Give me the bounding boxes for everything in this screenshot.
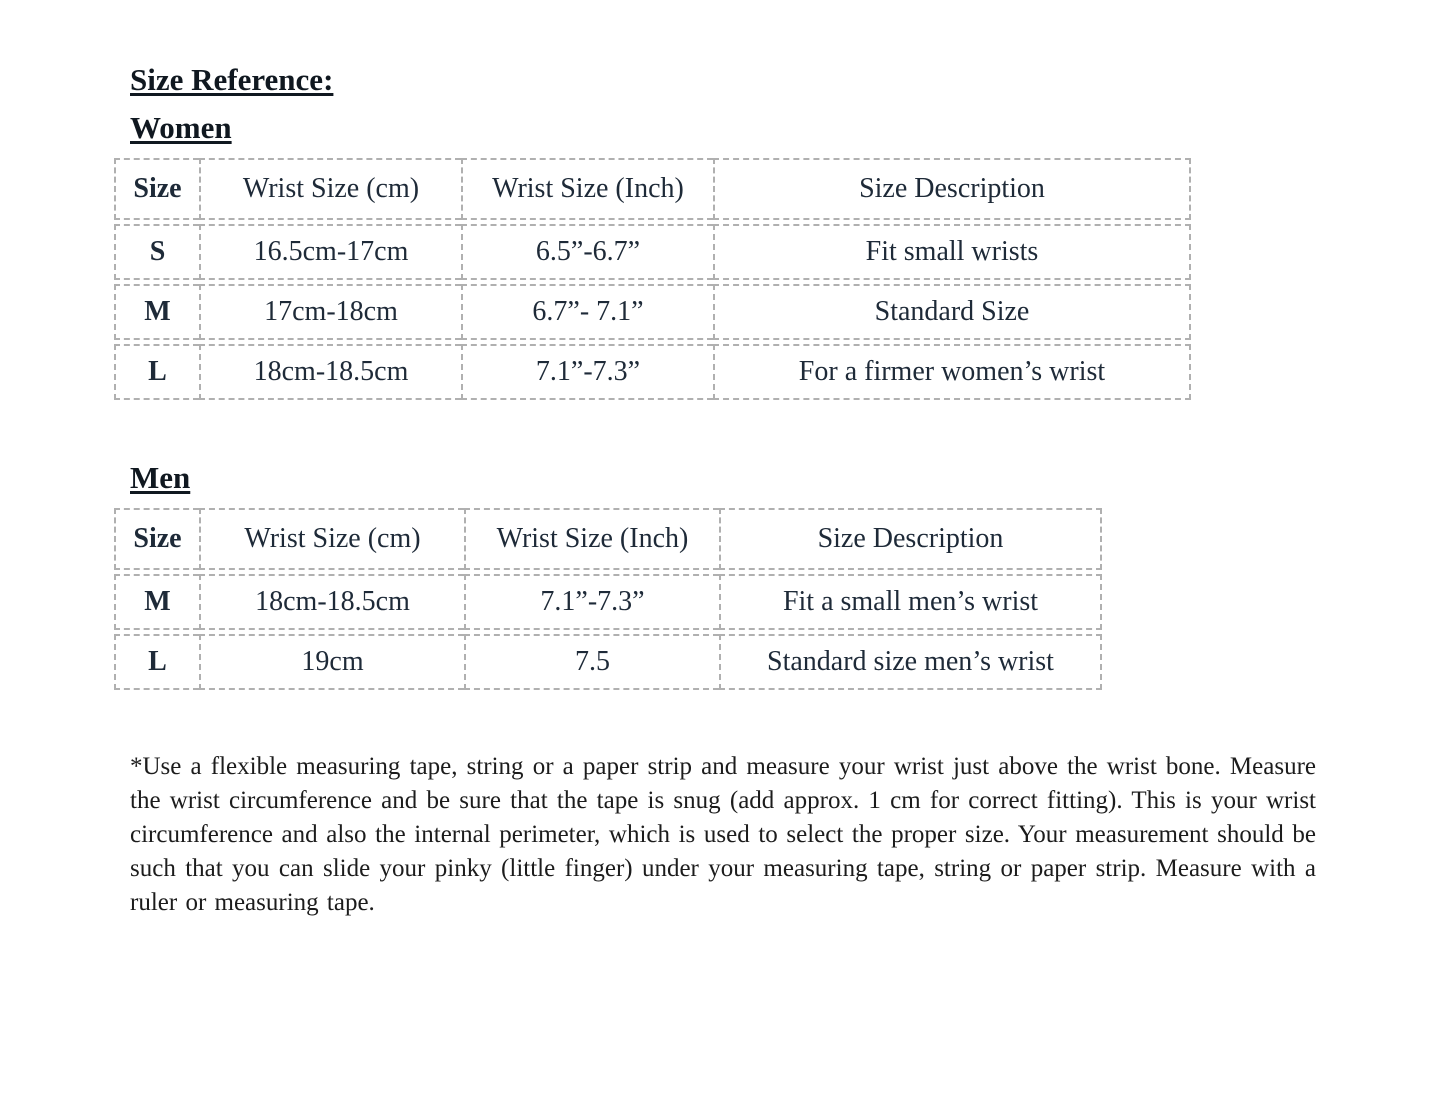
- wrist-inch-cell: 7.1”-7.3”: [464, 574, 719, 630]
- table-row: [114, 574, 1102, 630]
- size-description-cell: Standard size men’s wrist: [719, 634, 1102, 690]
- wrist-cm-column-header: Wrist Size (cm): [199, 158, 461, 220]
- size-description-cell: For a firmer women’s wrist: [713, 344, 1191, 400]
- table-row: [114, 344, 1191, 400]
- table-header-row: [114, 508, 1102, 570]
- wrist-cm-cell: 16.5cm-17cm: [199, 224, 461, 280]
- size-cell: M: [114, 284, 199, 340]
- size-description-cell: Standard Size: [713, 284, 1191, 340]
- wrist-inch-cell: 6.7”- 7.1”: [461, 284, 713, 340]
- measurement-instructions: *Use a flexible measuring tape, string or a paper strip and measure your wrist just above the wrist bone. Measure the wrist circumference and be sure that the tape is snug (add approx. 1 cm for correct fitting). This is your wrist circumference and also the internal perimeter, which is used to select the proper size. Your measurement should be such that you can slide your pinky (little finger) under your measuring tape, string or paper strip. Measure with a ruler or measuring tape.: [130, 753, 1316, 916]
- men-section-heading: Men: [130, 460, 191, 495]
- wrist-cm-cell: 18cm-18.5cm: [199, 574, 464, 630]
- wrist-inch-cell: 7.5: [464, 634, 719, 690]
- size-cell: L: [114, 634, 199, 690]
- table-header-row: [114, 158, 1191, 220]
- size-description-column-header: Size Description: [719, 508, 1102, 570]
- size-column-header: Size: [114, 158, 199, 220]
- size-cell: L: [114, 344, 199, 400]
- table-row: [114, 634, 1102, 690]
- wrist-cm-cell: 19cm: [199, 634, 464, 690]
- women-section-heading: Women: [130, 110, 232, 145]
- wrist-cm-column-header: Wrist Size (cm): [199, 508, 464, 570]
- wrist-inch-column-header: Wrist Size (Inch): [464, 508, 719, 570]
- wrist-cm-cell: 18cm-18.5cm: [199, 344, 461, 400]
- men-size-table: [114, 504, 1102, 694]
- wrist-inch-cell: 7.1”-7.3”: [461, 344, 713, 400]
- size-cell: S: [114, 224, 199, 280]
- wrist-cm-cell: 17cm-18cm: [199, 284, 461, 340]
- size-description-cell: Fit a small men’s wrist: [719, 574, 1102, 630]
- page-title: Size Reference:: [130, 62, 334, 97]
- size-cell: M: [114, 574, 199, 630]
- wrist-inch-cell: 6.5”-6.7”: [461, 224, 713, 280]
- size-description-cell: Fit small wrists: [713, 224, 1191, 280]
- wrist-inch-column-header: Wrist Size (Inch): [461, 158, 713, 220]
- table-row: [114, 224, 1191, 280]
- size-description-column-header: Size Description: [713, 158, 1191, 220]
- size-column-header: Size: [114, 508, 199, 570]
- table-row: [114, 284, 1191, 340]
- women-size-table: [114, 154, 1191, 404]
